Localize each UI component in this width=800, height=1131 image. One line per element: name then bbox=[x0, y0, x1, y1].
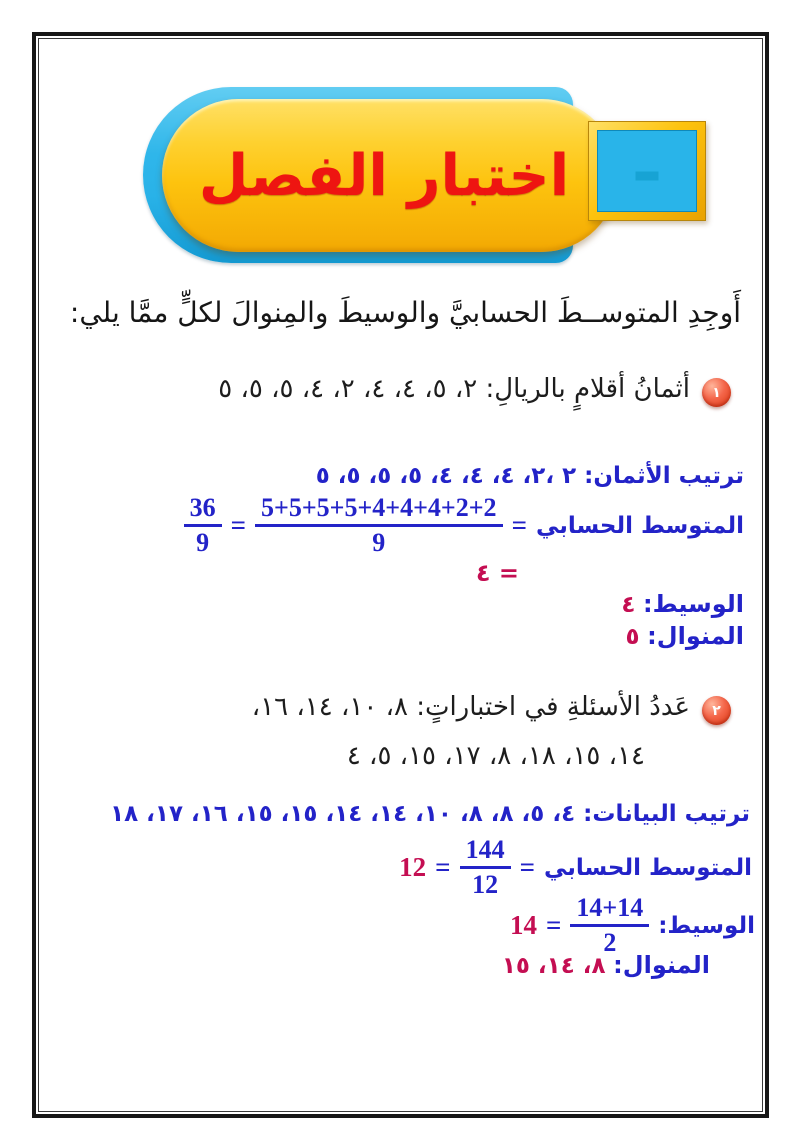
square-dash-mark bbox=[636, 171, 659, 180]
fraction-numerator: 144 bbox=[460, 836, 511, 869]
problem1-statement: أثمانُ أقلامٍ بالريالِ: ٢، ٥، ٤، ٤، ٢، ٤، ٥، ٥، ٥ bbox=[218, 374, 690, 404]
problem1-mode-label: المنوال: bbox=[647, 622, 744, 650]
problem1-mean-result: = ٤ bbox=[475, 559, 519, 587]
problem2-sorted-values: ترتيب البيانات: ٤، ٥، ٨، ٨، ١٠، ١٤، ١٤، ١٥، ١٥، ١٦، ١٧، ١٨ bbox=[110, 801, 750, 827]
problem1-median-label: الوسيط: bbox=[643, 590, 744, 618]
problem2-mean-label: المتوسط الحسابي bbox=[543, 854, 752, 881]
problem1-mean-equation bbox=[184, 494, 744, 557]
fraction-denominator: 12 bbox=[472, 870, 499, 900]
problem2-mode-label: المنوال: bbox=[613, 951, 710, 979]
banner-title: اختبار الفصل bbox=[198, 142, 570, 209]
problem2-mean-result: 12 bbox=[399, 852, 427, 883]
problem2-statement-line2: ١٤، ١٥، ١٨، ٨، ١٧، ١٥، ٥، ٤ bbox=[346, 741, 645, 771]
problem1-mode-line bbox=[625, 622, 744, 650]
problem1-median-value: ٤ bbox=[621, 592, 636, 618]
problem2-number-badge: ٢ bbox=[702, 696, 731, 725]
problem2-median-fraction bbox=[570, 894, 649, 957]
problem1-sorted-values: ترتيب الأثمان: ٢ ،٢، ٤، ٤، ٤، ٥، ٥، ٥، ٥ bbox=[315, 463, 744, 489]
problem1-row bbox=[218, 374, 731, 407]
problem1-mean-fraction-sum bbox=[255, 494, 503, 557]
problem2-mode-line bbox=[502, 951, 710, 979]
equals-sign: = bbox=[546, 910, 562, 941]
problem2-statement-line1: عَددُ الأسئلةِ في اختباراتٍ: ٨، ١٠، ١٤، ١٦، bbox=[251, 692, 690, 722]
problem1-mean-fraction-total bbox=[184, 494, 222, 557]
problem1-mode-value: ٥ bbox=[625, 624, 640, 650]
banner-pill bbox=[162, 99, 618, 252]
problem2-mean-equation bbox=[399, 836, 752, 899]
fraction-numerator: 5+5+5+5+4+4+4+2+2 bbox=[255, 494, 503, 527]
problem2-median-label: الوسيط: bbox=[658, 912, 755, 939]
problem1-mean-label: المتوسط الحسابي bbox=[535, 512, 744, 539]
banner-square bbox=[588, 121, 706, 221]
problem2-mode-values: ٨، ١٤، ١٥ bbox=[501, 953, 606, 979]
problem1-median-line bbox=[621, 590, 744, 618]
fraction-numerator: 14+14 bbox=[570, 894, 649, 927]
banner-square-inner bbox=[597, 130, 697, 212]
fraction-denominator: 2 bbox=[603, 928, 617, 958]
problem2-row bbox=[252, 692, 731, 725]
fraction-denominator: 9 bbox=[196, 528, 210, 558]
equals-sign: = bbox=[435, 852, 451, 883]
problem1-number-badge: ١ bbox=[702, 378, 731, 407]
problem2-median-equation bbox=[510, 894, 755, 957]
problem2-mean-fraction bbox=[460, 836, 511, 899]
fraction-denominator: 9 bbox=[372, 528, 386, 558]
problem2-median-result: 14 bbox=[510, 910, 537, 941]
equals-sign: = bbox=[511, 510, 527, 541]
fraction-numerator: 36 bbox=[184, 494, 222, 527]
intro-instruction: أَوجِدِ المتوســطَ الحسابيَّ والوسيطَ والمِنوالَ لكلٍّ ممَّا يلي: bbox=[69, 296, 741, 329]
equals-sign: = bbox=[519, 852, 535, 883]
equals-sign: = bbox=[230, 510, 247, 541]
